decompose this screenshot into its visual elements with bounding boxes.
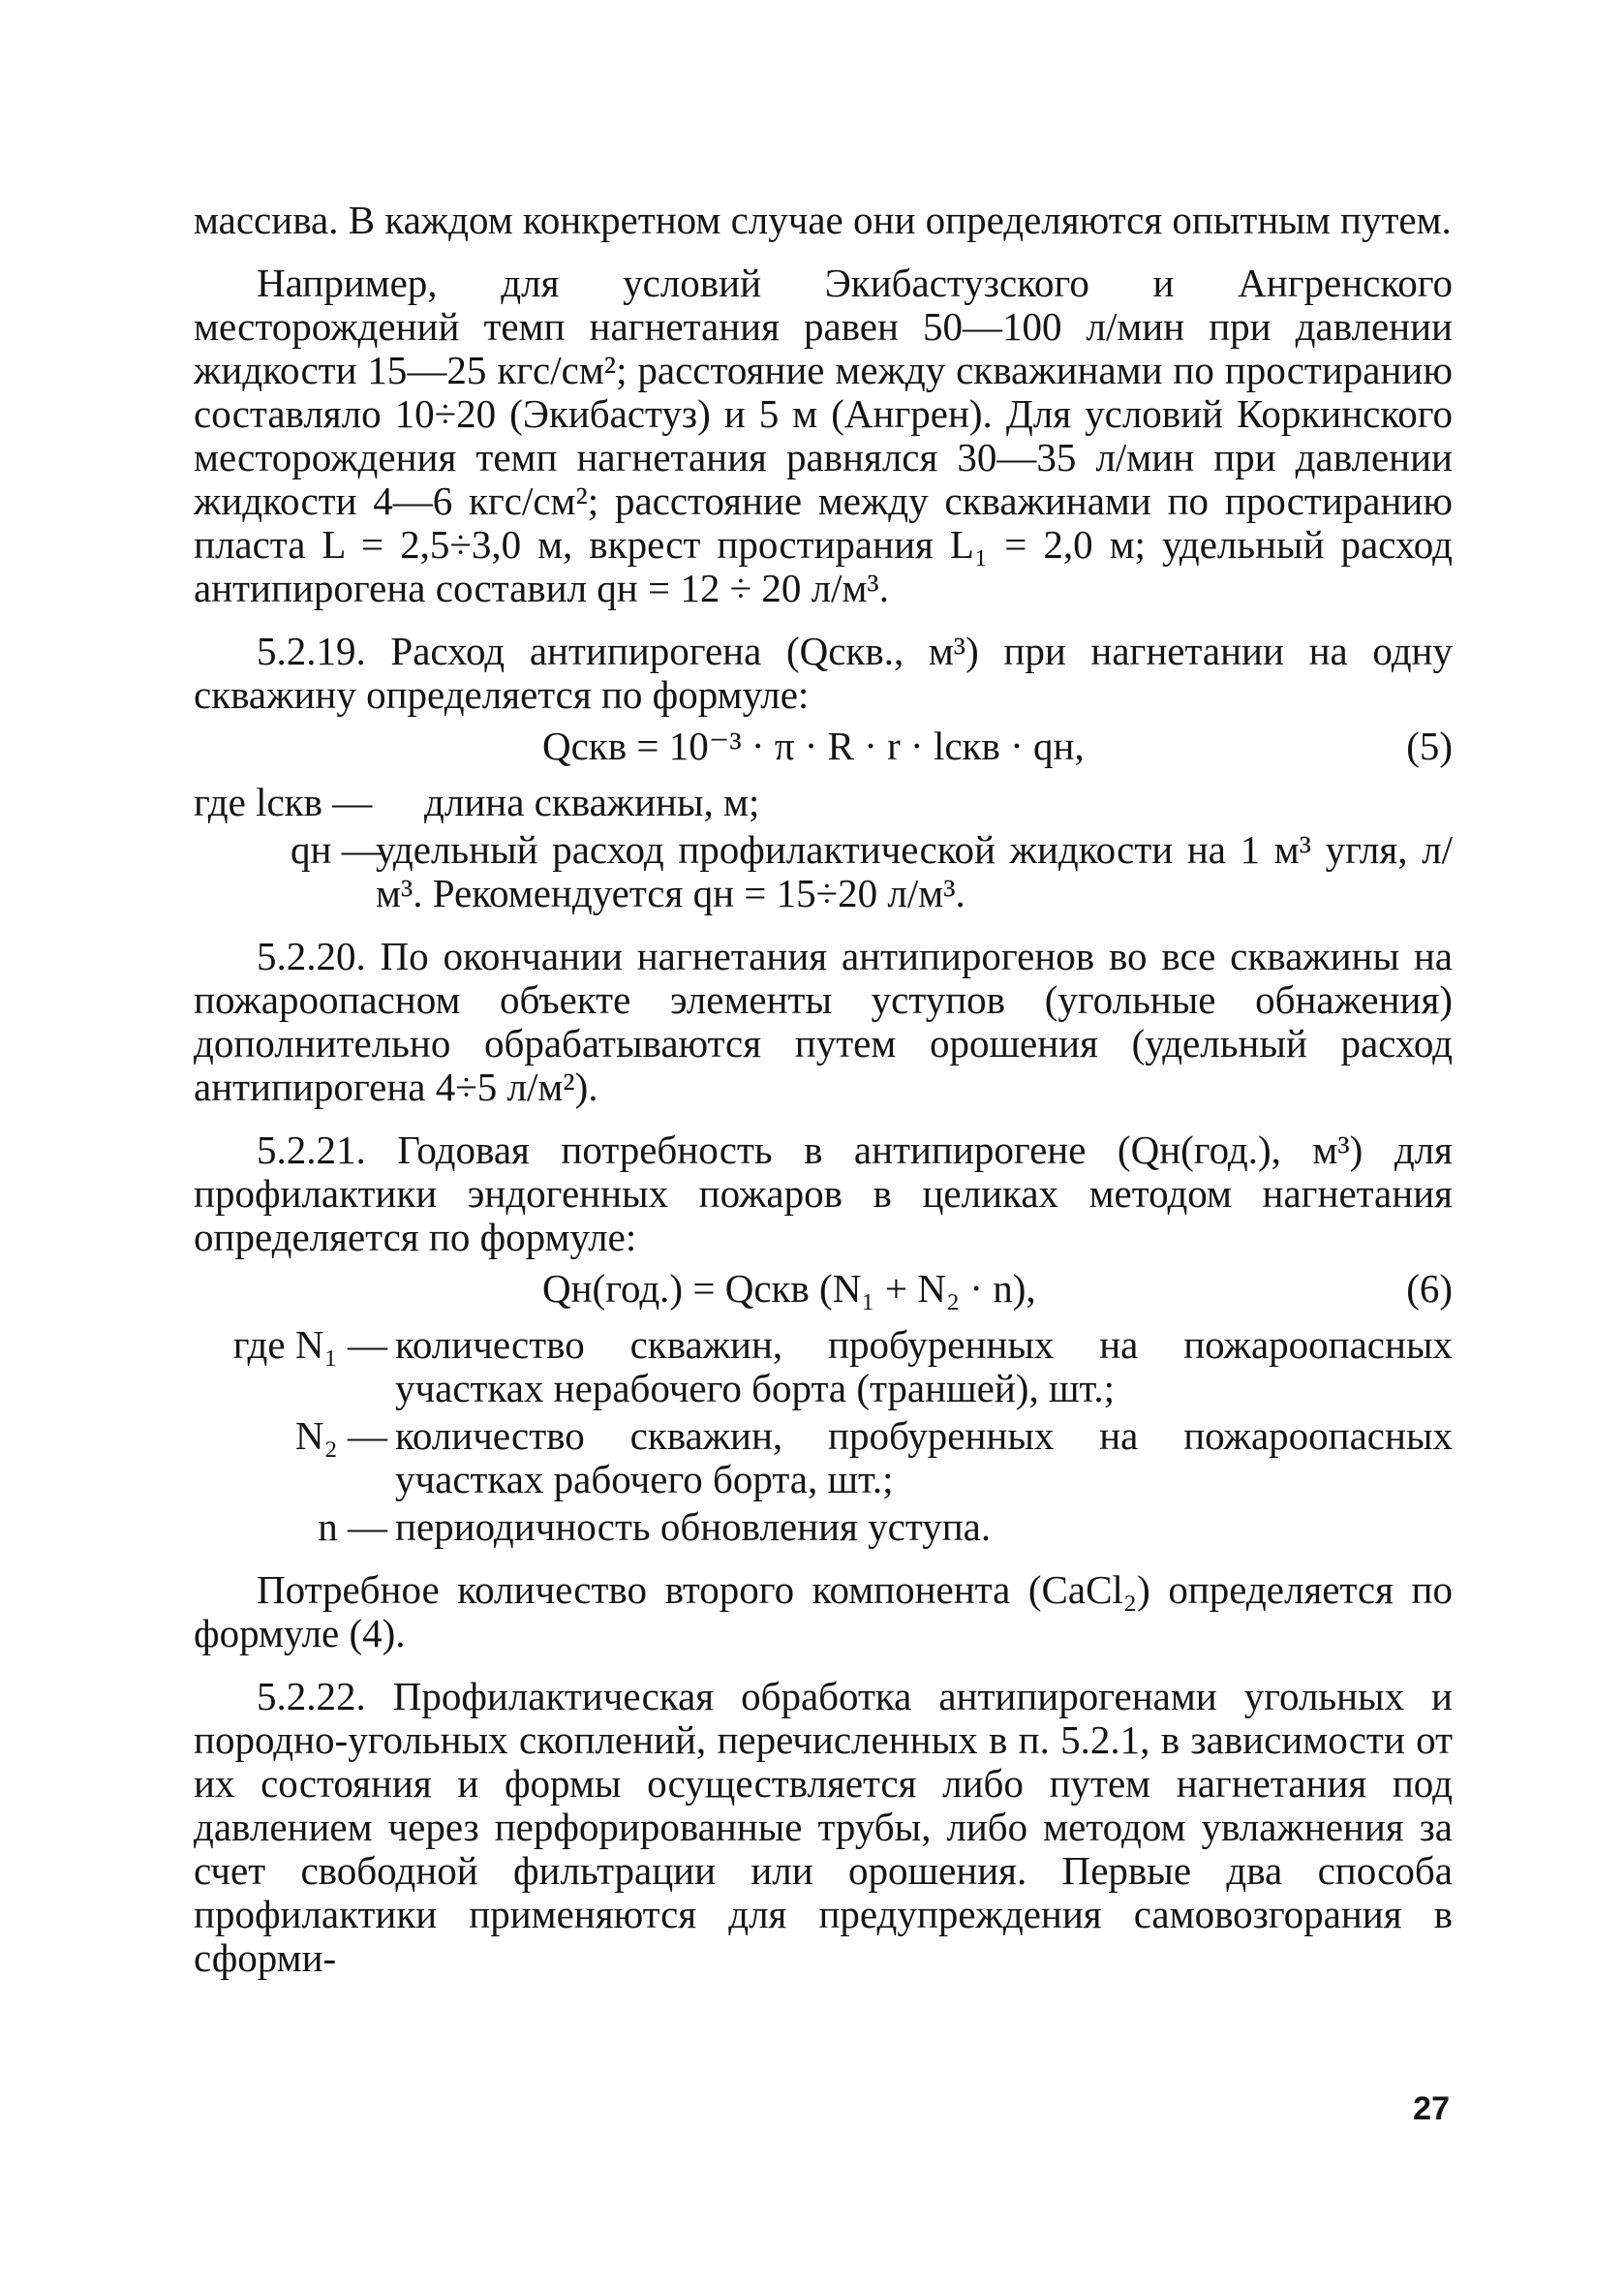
paragraph-5-2-20: 5.2.20. По окончании нагнетания антипирогенов во все скважины на пожароопасном объекте элементы уступов (угольные обнажения) дополнительно обрабатываются путем орошения (удельный расход антипирогена 4÷5 л/м²). [194,934,1453,1109]
formula-6-number: (6) [1406,1266,1453,1311]
paragraph-continuation: массива. В каждом конкретном случае они определяются опытным путем. [194,198,1452,242]
formula-5-expression: Qскв = 10⁻³ · π · R · r · lскв · qн, [542,724,1085,768]
legend-symbol: n — [318,1504,387,1549]
formula-5-number: (5) [1406,724,1453,768]
paragraph-5-2-19: 5.2.19. Расход антипирогена (Qскв., м³) при нагнетании на одну скважину определяется по формуле: [194,629,1453,717]
paragraph-5-2-21: 5.2.21. Годовая потребность в антипирогене (Qн(год.), м³) для профилактики эндогенных пожаров в целиках методом нагнетания определяется по формуле: [194,1128,1453,1259]
legend-symbol: qн — [291,827,382,872]
formula-6-expression: Qн(год.) = Qскв (N₁ + N₂ · n), [542,1266,1036,1311]
legend-description: длина скважины, м; [424,780,760,824]
paragraph-cacl2: Потребное количество второго компонента (CaCl₂) определяется по формуле (4). [194,1567,1453,1655]
formula-5 [194,725,1453,771]
page-number: 27 [1413,2090,1450,2127]
text-column [194,199,1453,1980]
legend-symbol: где lскв — [194,780,373,824]
legend-row [194,1505,1453,1549]
legend-row [194,781,1453,824]
legend-row [194,1323,1453,1410]
legend-row [194,1414,1453,1501]
formula-6 [194,1267,1453,1313]
paragraph-example-deposits: Например, для условий Экибастузского и Ангренского месторождений темп нагнетания равен 50—100 л/мин при давлении жидкости 15—25 кгс/см²; расстояние между скважинами по простиранию составляло 10÷20 (Экибастуз) и 5 м (Ангрен). Для условий Коркинского месторождения темп нагнетания равнялся 30—35 л/мин при давлении жидкости 4—6 кгс/см²; расстояние между скважинами по простиранию пласта L = 2,5÷3,0 м, вкрест простирания L₁ = 2,0 м; удельный расход антипирогена составил qн = 12 ÷ 20 л/м³. [194,261,1453,610]
legend-description: удельный расход профилактической жидкости на 1 м³ угля, л/м³. Рекомендуется qн = 15÷20 л/м³. [376,827,1453,915]
legend-description: количество скважин, пробуренных на пожароопасных участках рабочего борта, шт.; [395,1413,1453,1501]
legend-row [194,828,1453,915]
legend-symbol: где N₁ — [232,1322,387,1367]
legend-description: количество скважин, пробуренных на пожароопасных участках нерабочего борта (траншей), шт.; [395,1322,1453,1410]
formula-5-legend [194,781,1453,915]
formula-6-legend [194,1323,1453,1549]
legend-description: периодичность обновления уступа. [395,1504,992,1549]
legend-symbol: N₂ — [294,1413,387,1458]
paragraph-5-2-22: 5.2.22. Профилактическая обработка антипирогенами угольных и породно-угольных скоплений, перечисленных в п. 5.2.1, в зависимости от их состояния и формы осуществляется либо путем нагнетания под давлением через перфорированные трубы, либо методом увлажнения за счет свободной фильтрации или орошения. Первые два способа профилактики применяются для предупреждения самовозгорания в сформи- [194,1674,1453,1980]
